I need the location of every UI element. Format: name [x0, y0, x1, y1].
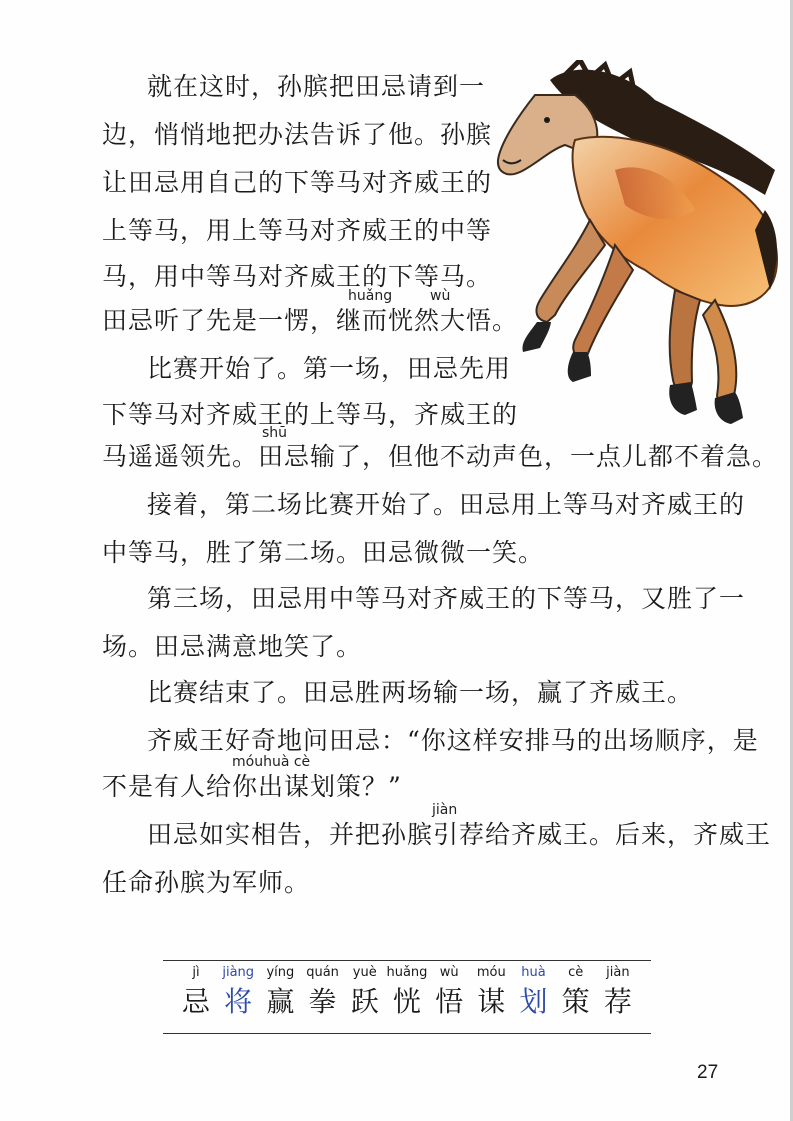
text-line: 不是有人给你出谋划策？”: [102, 772, 402, 801]
vocab-pinyin: jiàng: [222, 965, 255, 980]
text-line: 任命孙膑为军师。: [102, 868, 311, 897]
text-line: 比赛开始了。第一场，田忌先用: [147, 354, 512, 383]
vocab-pinyin: yuè: [352, 965, 377, 980]
pinyin-annotation: wù: [430, 288, 451, 304]
text-line: 中等马，胜了第二场。田忌微微一笑。: [102, 538, 545, 567]
text-line: 让田忌用自己的下等马对齐威王的: [102, 168, 493, 197]
vocab-pinyin: quán: [306, 965, 339, 980]
text-line: 边，悄悄地把办法告诉了他。孙膑: [102, 120, 493, 149]
galloping-horse-illustration: [495, 60, 780, 430]
vocab-character: 荐: [603, 985, 632, 1018]
vocab-character: 谋: [477, 985, 506, 1018]
pinyin-annotation: huǎng: [348, 288, 393, 304]
text-line: 下等马对齐威王的上等马，齐威王的: [102, 400, 519, 429]
text-line: 上等马，用上等马对齐威王的中等: [102, 216, 493, 245]
vocab-character: 策: [561, 985, 590, 1018]
text-line: 齐威王好奇地问田忌：“你这样安排马的出场顺序，是: [147, 726, 759, 755]
text-line: 就在这时，孙膑把田忌请到一: [147, 72, 486, 101]
vocab-pinyin: yíng: [266, 965, 295, 980]
vocab-character: 划: [519, 985, 548, 1018]
vocab-item: [599, 963, 637, 1031]
vocab-pinyin: cè: [568, 965, 584, 980]
vocab-pinyin: móu: [476, 965, 506, 980]
page-number: 27: [697, 1062, 719, 1083]
vocab-character: 忌: [181, 985, 210, 1018]
vocabulary-row: [177, 963, 637, 1031]
vocab-character: 赢: [266, 985, 295, 1018]
vocab-character: 悟: [435, 985, 464, 1018]
vocab-character: 跃: [350, 985, 379, 1018]
text-line: 马遥遥领先。田忌输了，但他不动声色，一点儿都不着急。: [102, 442, 779, 471]
text-line: 田忌听了先是一愣，继而恍然大悟。: [102, 306, 519, 335]
pinyin-annotation: móuhuà cè: [232, 754, 311, 770]
vocab-pinyin: jiàn: [606, 965, 630, 980]
vocab-pinyin: huǎng: [386, 965, 428, 980]
vocab-pinyin: wù: [439, 965, 459, 980]
text-line: 接着，第二场比赛开始了。田忌用上等马对齐威王的: [147, 490, 746, 519]
vocabulary-strip: [163, 960, 651, 1034]
text-line: 田忌如实相告，并把孙膑引荐给齐威王。后来，齐威王: [147, 820, 772, 849]
text-line: 第三场，田忌用中等马对齐威王的下等马，又胜了一: [147, 584, 746, 613]
vocab-pinyin: jì: [192, 965, 200, 980]
text-line: 比赛结束了。田忌胜两场输一场，赢了齐威王。: [147, 678, 694, 707]
vocab-character: 拳: [308, 985, 337, 1018]
pinyin-annotation: shū: [262, 425, 288, 441]
vocab-character: 恍: [392, 985, 421, 1018]
pinyin-annotation: jiàn: [432, 802, 458, 818]
vocab-character: 将: [224, 985, 253, 1018]
text-line: 马，用中等马对齐威王的下等马。: [102, 262, 493, 291]
text-line: 场。田忌满意地笑了。: [102, 632, 363, 661]
vocab-pinyin: huà: [521, 965, 546, 980]
